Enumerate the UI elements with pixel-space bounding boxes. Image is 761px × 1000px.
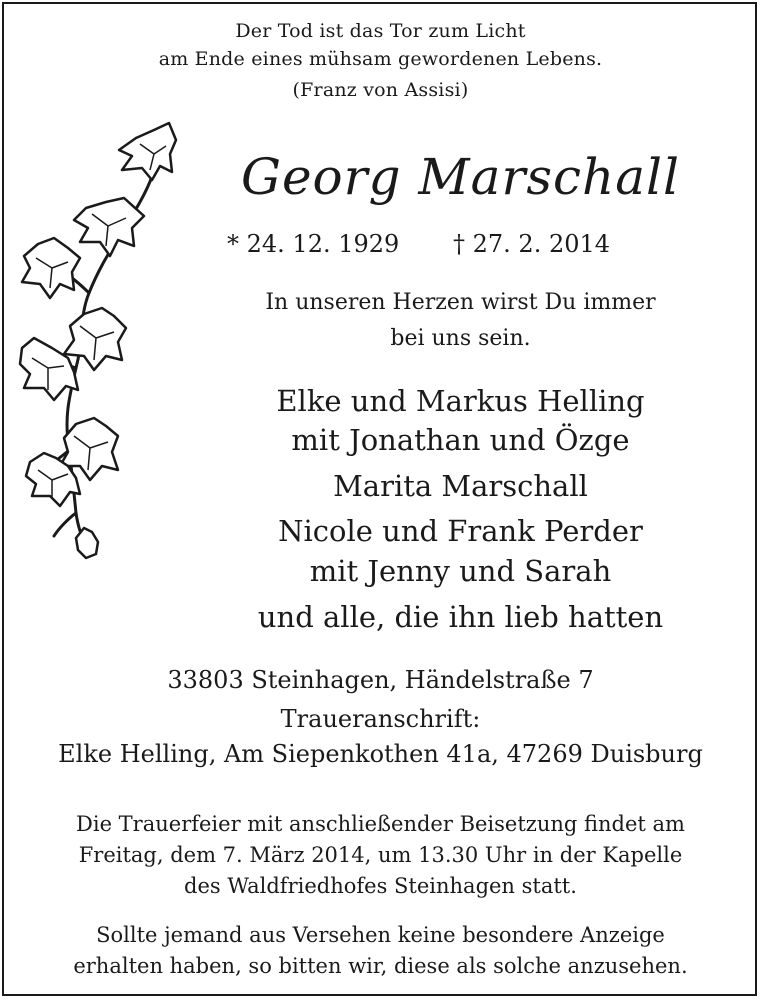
death-date: † 27. 2. 2014 [453,230,611,258]
mourning-address-label: Traueranschrift: [280,705,481,733]
birth-date: * 24. 12. 1929 [227,230,400,258]
quote-line-1: Der Tod ist das Tor zum Licht [235,20,526,42]
mourner-line: mit Jonathan und Özge [291,423,630,457]
service-line-2: Freitag, dem 7. März 2014, um 13.30 Uhr in der Kapelle [78,843,683,867]
mourning-address: Elke Helling, Am Siepenkothen 41a, 47269 Duisburg [58,740,703,768]
mourner-line: mit Jenny und Sarah [309,554,612,588]
service-line-1: Die Trauerfeier mit anschließender Beisetzung findet am [76,812,685,836]
notice-line-1: Sollte jemand aus Versehen keine besondere Anzeige [96,923,665,947]
ivy-vine-icon [14,118,184,568]
deceased-name: Georg Marschall [241,148,680,206]
quote-line-2: am Ende eines mühsam gewordenen Lebens. [158,48,603,70]
residence-address: 33803 Steinhagen, Händelstraße 7 [167,666,594,694]
mourner-line: Marita Marschall [333,469,588,503]
verse-line-2: bei uns sein. [390,326,531,351]
mourner-line: Elke und Markus Helling [276,384,645,418]
verse-line-1: In unseren Herzen wirst Du immer [265,290,656,315]
quote-author: (Franz von Assisi) [292,79,469,101]
notice-line-2: erhalten haben, so bitten wir, diese als solche anzusehen. [73,954,688,978]
mourner-line: Nicole und Frank Perder [278,514,643,548]
mourner-line: und alle, die ihn lieb hatten [257,600,664,634]
service-line-3: des Waldfriedhofes Steinhagen statt. [184,874,577,898]
